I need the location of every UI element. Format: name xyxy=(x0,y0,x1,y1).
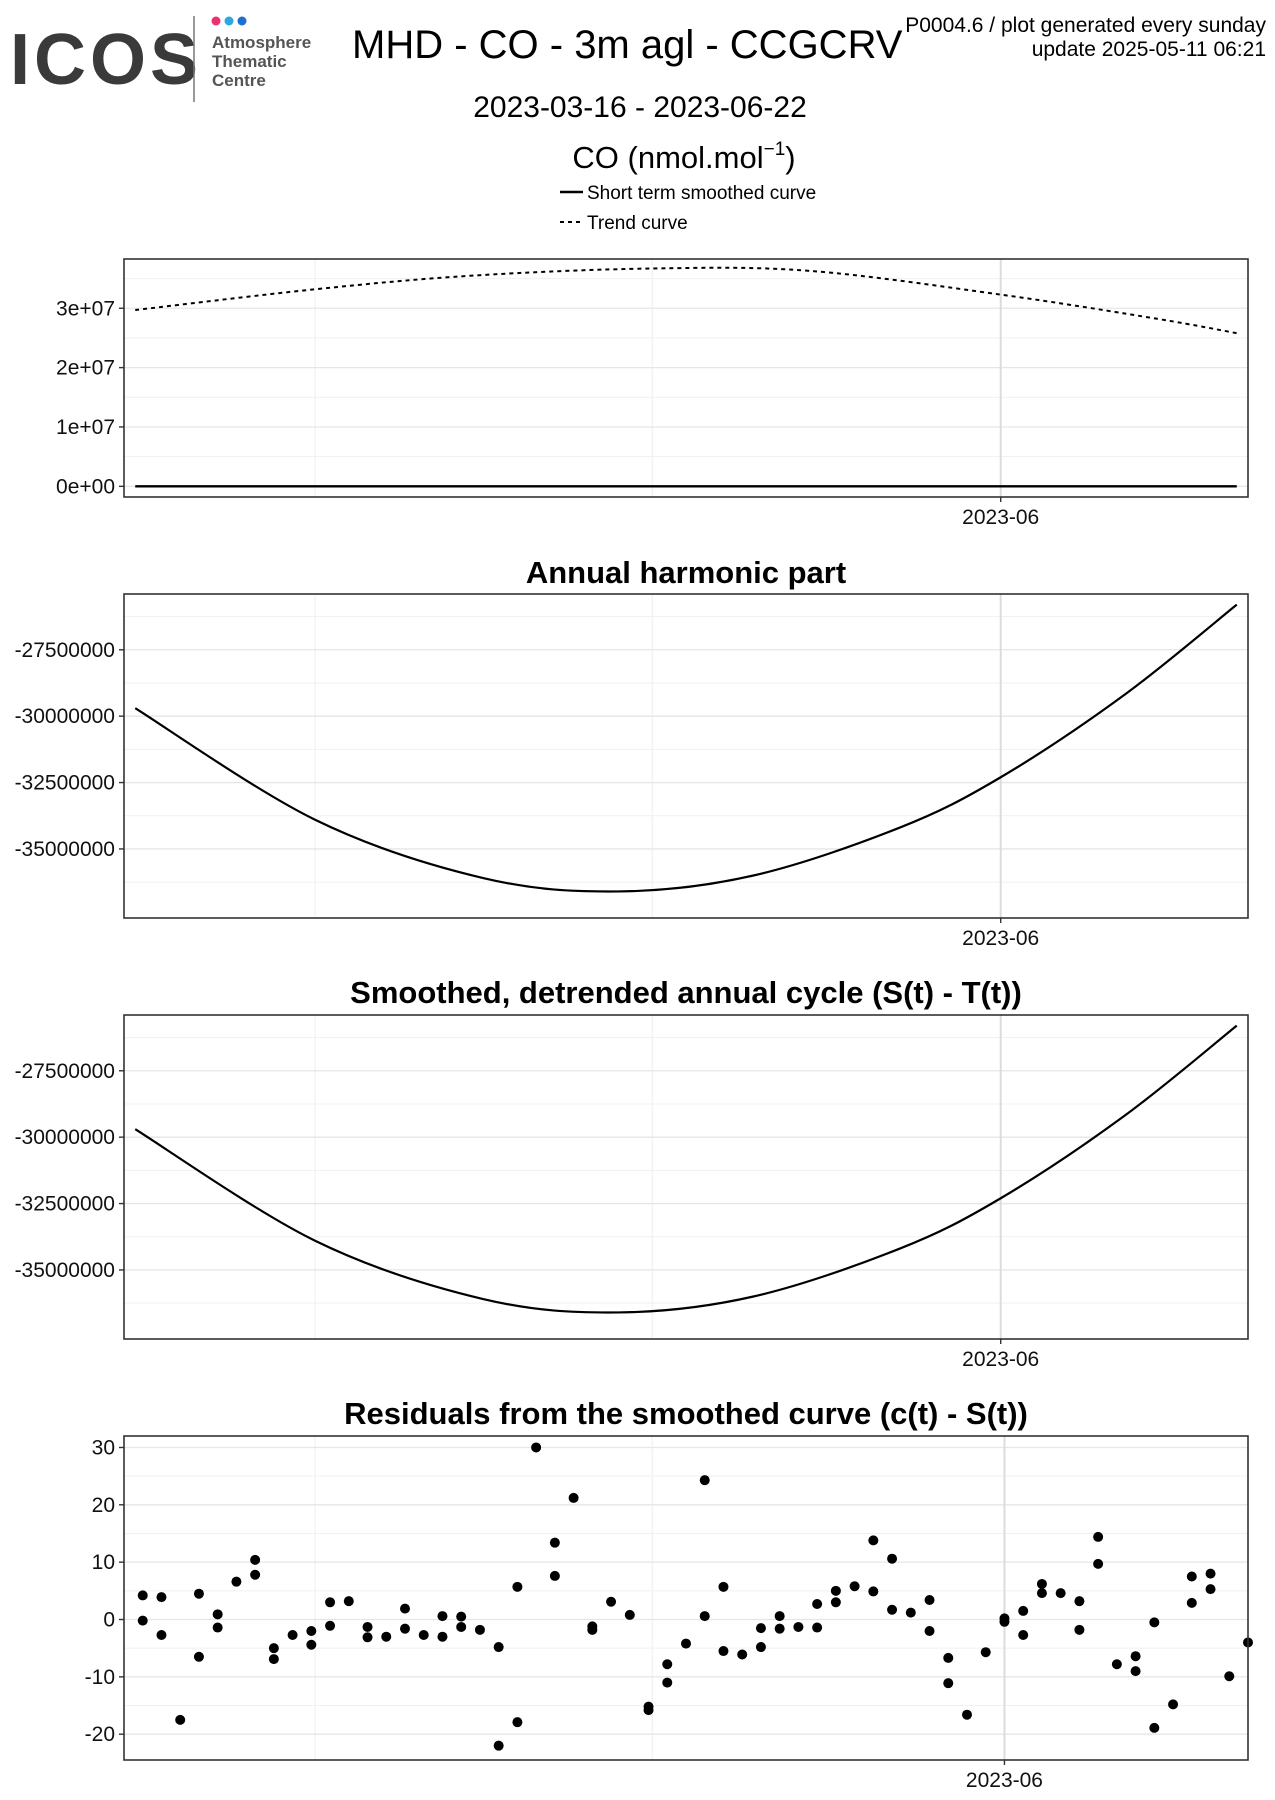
residual-point xyxy=(419,1630,429,1640)
residual-point xyxy=(1149,1723,1159,1733)
residual-point xyxy=(793,1622,803,1632)
residual-point xyxy=(231,1577,241,1587)
y-tick-label: -30000000 xyxy=(14,1126,115,1150)
residual-point xyxy=(718,1582,728,1592)
residual-point xyxy=(999,1613,1009,1623)
residual-point xyxy=(925,1626,935,1636)
residual-point xyxy=(962,1710,972,1720)
residual-point xyxy=(606,1597,616,1607)
y-tick-label: 10 xyxy=(91,1551,115,1575)
y-tick-label: 3e+07 xyxy=(56,297,115,321)
residual-point xyxy=(1131,1666,1141,1676)
residual-point xyxy=(775,1624,785,1634)
residual-point xyxy=(831,1586,841,1596)
residual-point xyxy=(1018,1630,1028,1640)
y-tick-label: 20 xyxy=(91,1493,115,1517)
unit-label-sup: −1 xyxy=(763,139,786,160)
unit-label xyxy=(572,139,795,175)
residual-point xyxy=(587,1625,597,1635)
residual-point xyxy=(850,1581,860,1591)
residual-point xyxy=(437,1611,447,1621)
y-tick-label: -35000000 xyxy=(14,1258,115,1282)
residual-point xyxy=(812,1599,822,1609)
residual-point xyxy=(400,1624,410,1634)
unit-label-close: ) xyxy=(785,140,796,175)
y-tick-label: -35000000 xyxy=(14,837,115,861)
residual-point xyxy=(550,1538,560,1548)
residual-point xyxy=(1224,1671,1234,1681)
residual-point xyxy=(1037,1579,1047,1589)
residual-point xyxy=(512,1717,522,1727)
panel-detrended-cycle xyxy=(15,975,1248,1371)
residual-point xyxy=(1037,1588,1047,1598)
residual-point xyxy=(512,1582,522,1592)
y-tick-label: 0e+00 xyxy=(56,475,115,499)
residual-point xyxy=(494,1642,504,1652)
residual-point xyxy=(1018,1606,1028,1616)
logo-org-line1: Atmosphere xyxy=(212,33,312,52)
residual-point xyxy=(1074,1625,1084,1635)
residual-point xyxy=(269,1654,279,1664)
residual-point xyxy=(868,1535,878,1545)
residual-point xyxy=(175,1715,185,1725)
logo-dot-pink xyxy=(212,17,221,26)
residual-point xyxy=(1112,1659,1122,1669)
y-tick-label: -27500000 xyxy=(14,638,115,662)
y-tick-label: -27500000 xyxy=(14,1059,115,1083)
y-tick-label: -32500000 xyxy=(14,771,115,795)
unit-label-base: CO (nmol.mol xyxy=(572,140,764,175)
legend-label-smoothed: Short term smoothed curve xyxy=(587,183,817,204)
residual-point xyxy=(831,1597,841,1607)
y-tick-label: 0 xyxy=(103,1608,115,1632)
residual-point xyxy=(306,1626,316,1636)
residual-point xyxy=(1074,1596,1084,1606)
y-tick-label: 30 xyxy=(91,1436,115,1460)
residual-point xyxy=(250,1570,260,1580)
residual-point xyxy=(456,1622,466,1632)
residual-point xyxy=(756,1642,766,1652)
x-tick-label: 2023-06 xyxy=(962,927,1040,950)
residual-point xyxy=(213,1609,223,1619)
date-range: 2023-03-16 - 2023-06-22 xyxy=(473,91,807,124)
residual-point xyxy=(756,1623,766,1633)
residual-point xyxy=(1149,1617,1159,1627)
residual-point xyxy=(718,1646,728,1656)
residual-point xyxy=(1056,1588,1066,1598)
residual-point xyxy=(156,1630,166,1640)
panel-annual-harmonic xyxy=(15,555,1248,950)
y-tick-label: -32500000 xyxy=(14,1192,115,1216)
residual-point xyxy=(812,1623,822,1633)
panel-1-plot xyxy=(124,259,1248,497)
residual-point xyxy=(700,1475,710,1485)
residual-point xyxy=(1093,1532,1103,1542)
residual-point xyxy=(662,1678,672,1688)
residual-point xyxy=(325,1621,335,1631)
residual-point xyxy=(325,1597,335,1607)
meta-line-2: update 2025-05-11 06:21 xyxy=(1031,38,1266,61)
residual-point xyxy=(662,1659,672,1669)
residual-point xyxy=(400,1604,410,1614)
y-tick-label: 1e+07 xyxy=(56,415,115,439)
residual-point xyxy=(887,1605,897,1615)
legend-label-trend: Trend curve xyxy=(587,213,688,234)
residual-point xyxy=(138,1616,148,1626)
header xyxy=(10,14,1266,234)
plot-title: MHD - CO - 3m agl - CCGCRV xyxy=(352,23,903,67)
residual-point xyxy=(1093,1559,1103,1569)
plot-background xyxy=(124,1015,1248,1339)
residual-point xyxy=(456,1612,466,1622)
residual-point xyxy=(775,1611,785,1621)
panel-3-plot xyxy=(124,1015,1248,1339)
residual-point xyxy=(194,1652,204,1662)
residual-point xyxy=(156,1592,166,1602)
residual-point xyxy=(700,1611,710,1621)
residual-point xyxy=(1168,1699,1178,1709)
residual-point xyxy=(1131,1651,1141,1661)
residual-point xyxy=(737,1649,747,1659)
residual-point xyxy=(569,1493,579,1503)
residual-point xyxy=(494,1741,504,1751)
residual-point xyxy=(1206,1569,1216,1579)
residual-point xyxy=(475,1625,485,1635)
residual-point xyxy=(981,1647,991,1657)
panel-3-title: Smoothed, detrended annual cycle (S(t) - T(t)) xyxy=(350,975,1022,1010)
residual-point xyxy=(925,1595,935,1605)
residual-point xyxy=(363,1632,373,1642)
icos-logo: ICOS xyxy=(10,20,203,100)
residual-point xyxy=(943,1678,953,1688)
residual-point xyxy=(138,1590,148,1600)
y-tick-label: -10 xyxy=(84,1665,115,1689)
residual-point xyxy=(1187,1571,1197,1581)
residual-point xyxy=(306,1640,316,1650)
residual-point xyxy=(213,1623,223,1633)
residual-point xyxy=(625,1610,635,1620)
residual-point xyxy=(363,1622,373,1632)
panel-4-title: Residuals from the smoothed curve (c(t) - S(t)) xyxy=(344,1396,1028,1431)
residual-point xyxy=(1187,1598,1197,1608)
residual-point xyxy=(437,1632,447,1642)
panel-2-plot xyxy=(124,594,1248,918)
residual-point xyxy=(269,1643,279,1653)
x-tick-label: 2023-06 xyxy=(965,1769,1044,1792)
residual-point xyxy=(681,1639,691,1649)
residual-point xyxy=(868,1586,878,1596)
panel-residuals xyxy=(85,1396,1253,1792)
residual-point xyxy=(1206,1584,1216,1594)
panel-2-title: Annual harmonic part xyxy=(525,555,847,590)
logo-org-line2: Thematic xyxy=(212,52,287,71)
residual-point xyxy=(906,1608,916,1618)
residual-point xyxy=(531,1442,541,1452)
residual-point xyxy=(381,1632,391,1642)
residual-point xyxy=(887,1554,897,1564)
residual-point xyxy=(644,1705,654,1715)
y-tick-label: -30000000 xyxy=(14,705,115,729)
meta-line-1: P0004.6 / plot generated every sunday xyxy=(905,14,1266,37)
logo-org-line3: Centre xyxy=(212,71,266,90)
y-tick-label: -20 xyxy=(84,1723,115,1747)
y-tick-label: 2e+07 xyxy=(56,356,115,380)
residual-point xyxy=(550,1571,560,1581)
legend xyxy=(560,183,816,234)
residual-point xyxy=(288,1630,298,1640)
x-tick-label: 2023-06 xyxy=(962,506,1040,529)
plot-background xyxy=(124,259,1248,497)
logo-dot-blue xyxy=(225,17,234,26)
x-tick-label: 2023-06 xyxy=(962,1348,1040,1371)
residual-point xyxy=(194,1589,204,1599)
panel-concentration xyxy=(56,259,1248,529)
logo-dot-darkblue xyxy=(238,17,247,26)
residual-point xyxy=(943,1653,953,1663)
panel-4-plot xyxy=(124,1436,1253,1760)
residual-point xyxy=(344,1596,354,1606)
plot-background xyxy=(124,594,1248,918)
residual-point xyxy=(250,1555,260,1565)
